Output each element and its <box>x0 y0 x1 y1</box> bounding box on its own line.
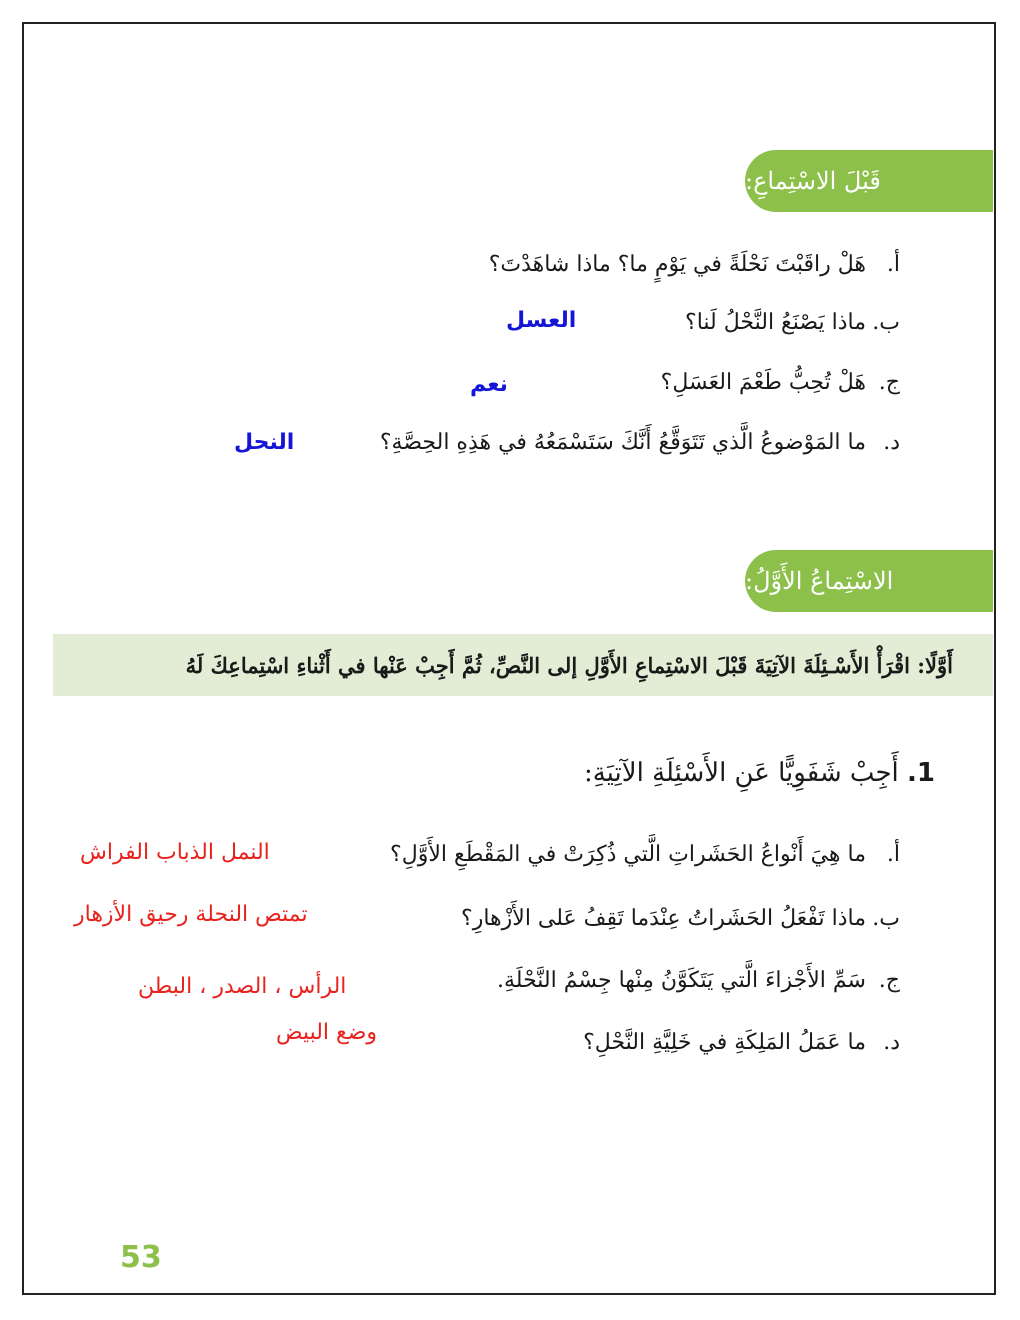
question-line: د.ما عَمَلُ المَلِكَةِ في خَلِيَّةِ النَّحْلِ؟ <box>583 1030 900 1055</box>
handwritten-answer: وضع البيض <box>276 1020 378 1045</box>
handwritten-answer: النمل الذباب الفراش <box>80 840 270 865</box>
question-line: ج.سَمِّ الأَجْزاءَ الَّتي يَتَكَوَّنُ مِنْها جِسْمُ النَّحْلَةِ. <box>497 968 900 993</box>
question-line: د.ما المَوْضوعُ الَّذي تَتَوَقَّعُ أَنَّكَ سَتَسْمَعُهُ في هَذِهِ الحِصَّةِ؟ <box>379 430 900 455</box>
task-heading: 1. أَجِبْ شَفَوِيًّا عَنِ الأَسْئِلَةِ الآتِيَةِ: <box>583 758 935 788</box>
handwritten-answer: نعم <box>470 372 508 397</box>
section-title: قَبْلَ الاسْتِماعِ: <box>745 167 881 195</box>
instruction-text: أَوَّلًا: اقْرَأْ الأَسْـئِلَةَ الآتِيَةَ قَبْلَ الاسْتِماعِ الأَوَّلِ إلى النَّصِّ، ثُمَّ أَجِبْ عَنْها في أَثْناءِ اسْتِماعِكَ لَهُ <box>185 652 953 678</box>
question-line: ج.هَلْ تُحِبُّ طَعْمَ العَسَلِ؟ <box>660 370 900 395</box>
handwritten-answer: تمتص النحلة رحيق الأزهار <box>74 902 308 927</box>
question-line: أ.هَلْ راقَبْتَ نَحْلَةً في يَوْمٍ ما؟ ماذا شاهَدْتَ؟ <box>488 252 900 277</box>
question-line: ب.ماذا يَصْنَعُ النَّحْلُ لَنا؟ <box>685 310 900 335</box>
handwritten-answer: الرأس ، الصدر ، البطن <box>138 974 347 999</box>
question-line: أ.ما هِيَ أَنْواعُ الحَشَراتِ الَّتي ذُكِرَتْ في المَقْطَعِ الأَوَّلِ؟ <box>390 842 900 867</box>
instruction-band <box>53 634 993 696</box>
page-number: 53 <box>120 1240 162 1275</box>
section-title: الاسْتِماعُ الأَوَّلُ: <box>745 567 894 595</box>
section-header-before-listening <box>745 150 993 212</box>
handwritten-answer: العسل <box>506 308 577 333</box>
handwritten-answer: النحل <box>234 430 295 455</box>
question-line: ب.ماذا تَفْعَلُ الحَشَراتُ عِنْدَما تَقِفُ عَلى الأَزْهارِ؟ <box>461 906 900 931</box>
section-header-first-listening <box>745 550 993 612</box>
